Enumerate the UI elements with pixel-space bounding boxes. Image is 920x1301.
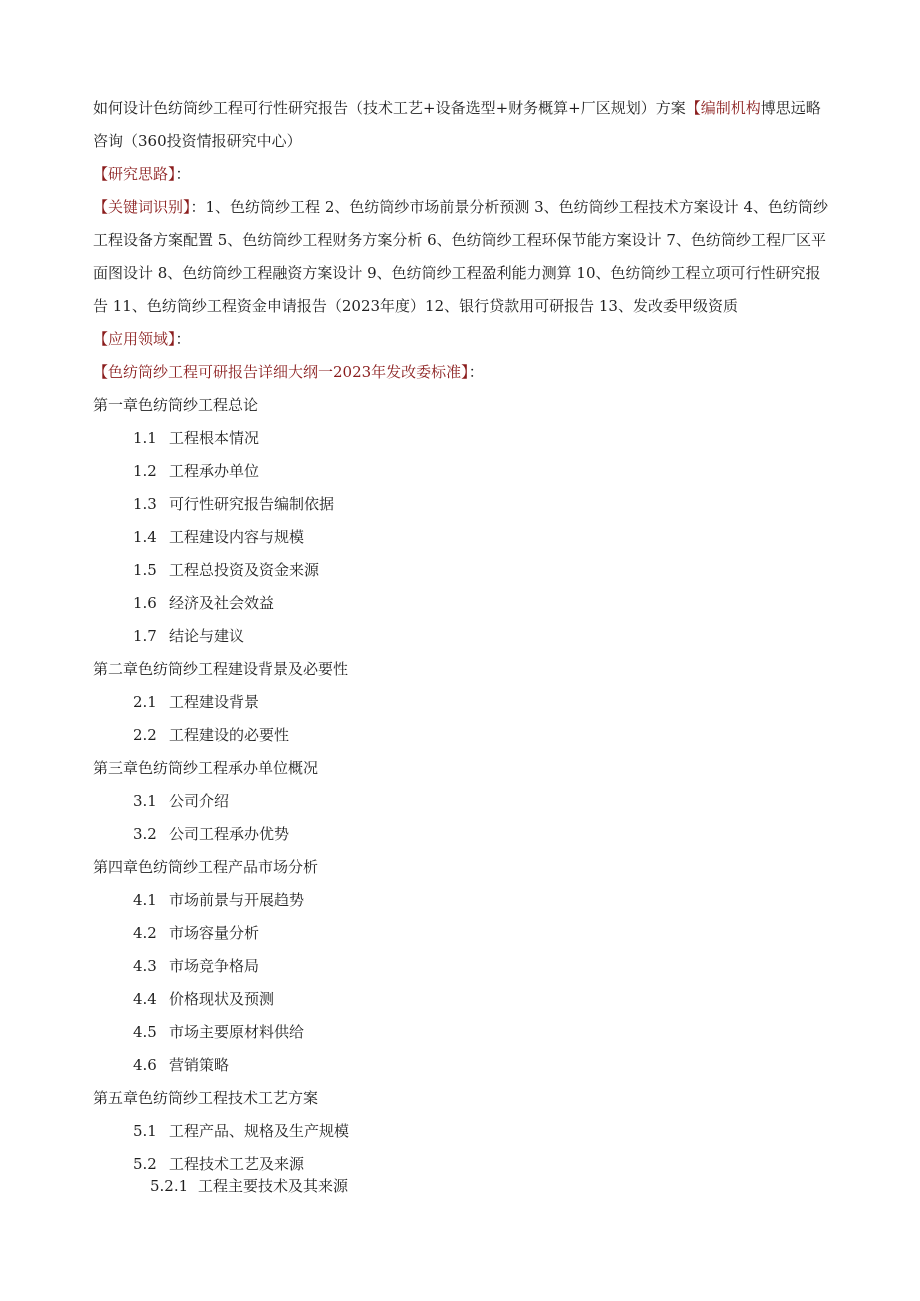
section-title: 工程建设的必要性 <box>169 726 290 744</box>
intro-text: 如何设计色纺筒纱工程可行性研究报告（技术工艺+设备选型+财务概算+厂区规划）方案 <box>93 99 686 117</box>
research-label: 【研究思路】 <box>93 165 176 183</box>
application-colon: ： <box>175 330 191 348</box>
section-item <box>93 719 828 752</box>
section-number: 4.1 <box>133 891 157 909</box>
keywords-paragraph <box>93 191 828 323</box>
section-item <box>93 521 828 554</box>
section-item <box>93 455 828 488</box>
section-item <box>93 983 828 1016</box>
subsection-title: 工程主要技术及其来源 <box>198 1177 349 1195</box>
section-number: 1.5 <box>133 561 157 579</box>
section-title: 工程产品、规格及生产规模 <box>169 1122 350 1140</box>
section-title: 工程承办单位 <box>169 462 260 480</box>
keywords-label: 【关键词识别】 <box>93 198 191 216</box>
section-item <box>93 785 828 818</box>
section-number: 1.7 <box>133 627 157 645</box>
section-title: 市场主要原材料供给 <box>169 1023 305 1041</box>
section-item <box>93 1049 828 1082</box>
section-number: 4.2 <box>133 924 157 942</box>
section-number: 1.3 <box>133 495 157 513</box>
chapter-title: 第五章色纺筒纱工程技术工艺方案 <box>93 1089 319 1107</box>
section-title: 公司介绍 <box>169 792 230 810</box>
outline-label: 【色纺筒纱工程可研报告详细大纲一2023年发改委标准】 <box>93 363 469 381</box>
intro-agency: 博思远略咨询（360投资情报研究中心） <box>93 99 821 150</box>
section-item <box>93 554 828 587</box>
chapter-title: 第二章色纺筒纱工程建设背景及必要性 <box>93 660 349 678</box>
section-item <box>93 1115 828 1148</box>
outline-heading <box>93 356 828 389</box>
keywords-text: ：1、色纺筒纱工程 2、色纺筒纱市场前景分析预测 3、色纺筒纱工程技术方案设计 4、色纺筒纱工程设备方案配置 5、色纺筒纱工程财务方案分析 6、色纺筒纱工程环保节能方案设计 7、色纺筒纱工程厂区平面图设计 8、色纺筒纱工程融资方案设计 9、色纺筒纱工程盈利能力测算 10、色纺筒纱工程立项可行性研究报告 11、色纺筒纱工程资金申请报告（2023年度）12、银行贷款用可研报告 13、发改委甲级资质 <box>93 198 828 315</box>
intro-paragraph <box>93 92 828 158</box>
section-title: 市场容量分析 <box>169 924 260 942</box>
section-title: 市场竞争格局 <box>169 957 260 975</box>
application-label: 【应用领域】 <box>93 330 176 348</box>
section-title: 工程根本情况 <box>169 429 260 447</box>
outline-colon: ： <box>468 363 484 381</box>
section-title: 价格现状及预测 <box>169 990 275 1008</box>
section-number: 1.2 <box>133 462 157 480</box>
document-page <box>93 92 828 1197</box>
section-title: 工程技术工艺及来源 <box>169 1155 305 1173</box>
section-item <box>93 1016 828 1049</box>
section-item <box>93 587 828 620</box>
section-item <box>93 818 828 851</box>
section-number: 1.6 <box>133 594 157 612</box>
chapter-title: 第四章色纺筒纱工程产品市场分析 <box>93 858 319 876</box>
section-number: 5.2 <box>133 1155 157 1173</box>
section-number: 4.5 <box>133 1023 157 1041</box>
section-item <box>93 422 828 455</box>
section-title: 营销策略 <box>169 1056 230 1074</box>
chapter-title: 第一章色纺筒纱工程总论 <box>93 396 259 414</box>
section-number: 3.2 <box>133 825 157 843</box>
section-number: 4.3 <box>133 957 157 975</box>
application-heading <box>93 323 828 356</box>
section-item <box>93 950 828 983</box>
section-title: 公司工程承办优势 <box>169 825 290 843</box>
research-colon: ： <box>175 165 191 183</box>
section-number: 3.1 <box>133 792 157 810</box>
section-title: 工程建设内容与规模 <box>169 528 305 546</box>
section-number: 4.6 <box>133 1056 157 1074</box>
section-title: 结论与建议 <box>169 627 245 645</box>
section-item <box>93 620 828 653</box>
section-item <box>93 917 828 950</box>
section-title: 可行性研究报告编制依据 <box>169 495 335 513</box>
subsection-item <box>93 1175 828 1197</box>
section-title: 工程总投资及资金来源 <box>169 561 320 579</box>
intro-highlight: 【编制机构 <box>685 99 761 117</box>
research-heading <box>93 158 828 191</box>
section-number: 1.4 <box>133 528 157 546</box>
section-title: 工程建设背景 <box>169 693 260 711</box>
subsection-number: 5.2.1 <box>150 1177 189 1195</box>
section-number: 2.1 <box>133 693 157 711</box>
section-number: 1.1 <box>133 429 157 447</box>
section-title: 市场前景与开展趋势 <box>169 891 305 909</box>
section-number: 4.4 <box>133 990 157 1008</box>
section-item <box>93 488 828 521</box>
section-number: 5.1 <box>133 1122 157 1140</box>
section-item <box>93 884 828 917</box>
chapter-title: 第三章色纺筒纱工程承办单位概况 <box>93 759 319 777</box>
section-title: 经济及社会效益 <box>169 594 275 612</box>
section-item <box>93 686 828 719</box>
section-number: 2.2 <box>133 726 157 744</box>
